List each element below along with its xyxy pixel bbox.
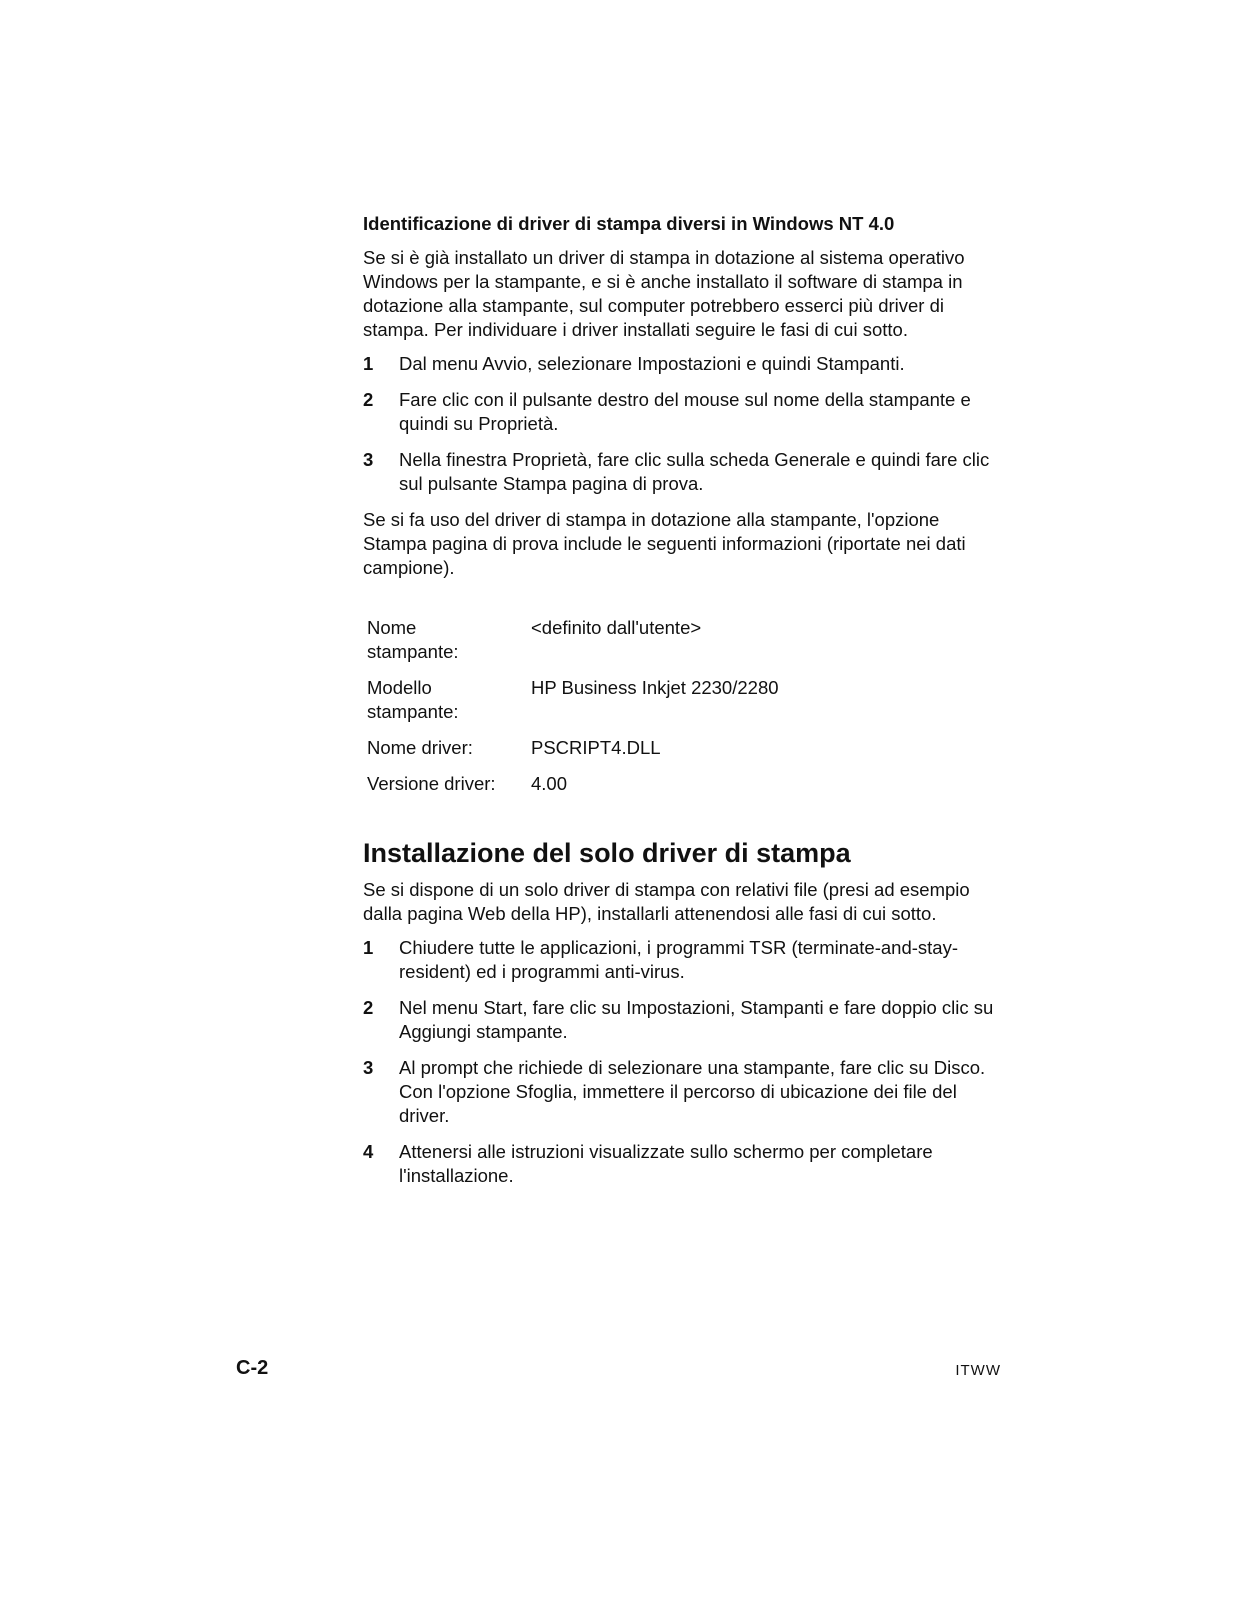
- step-number: 3: [363, 449, 374, 470]
- table-row: [363, 616, 779, 676]
- intro-paragraph: Se si è già installato un driver di stampa in dotazione al sistema operativo Windows per la stampante, e si è anche installato il software di stampa in dotazione alla stampante, sul computer potrebbero esserci più driver di stampa. Per individuare i driver installati seguire le fasi di cui sotto.: [363, 247, 965, 340]
- step-text: Al prompt che richiede di selezionare una stampante, fare clic su Disco. Con l'opzione Sfoglia, immettere il percorso di ubicazione dei file del driver.: [399, 1057, 986, 1126]
- table-label: Nome driver:: [367, 737, 473, 758]
- table-row: [363, 772, 779, 808]
- table-value: 4.00: [531, 773, 568, 794]
- test-page-paragraph: Se si fa uso del driver di stampa in dotazione alla stampante, l'opzione Stampa pagina di prova include le seguenti informazioni (riportate nei dati campione).: [363, 509, 966, 578]
- table-value: HP Business Inkjet 2230/2280: [531, 677, 779, 698]
- step-number: 1: [363, 353, 374, 374]
- locale-code: ITWW: [955, 1362, 1001, 1379]
- page-number: C-2: [236, 1357, 269, 1379]
- step-text: Chiudere tutte le applicazioni, i programmi TSR (terminate-and-stay-resident) ed i programmi anti-virus.: [399, 937, 959, 982]
- step-text: Fare clic con il pulsante destro del mouse sul nome della stampante e quindi su Proprietà.: [399, 389, 971, 434]
- table-label: Nome stampante:: [367, 617, 459, 662]
- table-row: [363, 676, 779, 736]
- table-label: Versione driver:: [367, 773, 496, 794]
- section-title: Installazione del solo driver di stampa: [363, 838, 851, 868]
- table-value: PSCRIPT4.DLL: [531, 737, 661, 758]
- step-number: 4: [363, 1141, 374, 1162]
- list-item: [363, 448, 1003, 496]
- table-row: [363, 736, 779, 772]
- list-item: [363, 996, 1003, 1044]
- step-text: Nel menu Start, fare clic su Impostazioni, Stampanti e fare doppio clic su Aggiungi stampante.: [399, 997, 994, 1042]
- list-item: [363, 936, 1003, 984]
- subsection-heading: Identificazione di driver di stampa diversi in Windows NT 4.0: [363, 213, 895, 234]
- step-text: Dal menu Avvio, selezionare Impostazioni e quindi Stampanti.: [399, 353, 905, 374]
- page-content: [363, 212, 1003, 1200]
- list-item: [363, 388, 1003, 436]
- step-number: 2: [363, 997, 374, 1018]
- step-text: Nella finestra Proprietà, fare clic sulla scheda Generale e quindi fare clic sul pulsante Stampa pagina di prova.: [399, 449, 990, 494]
- install-steps-list: [363, 936, 1003, 1188]
- install-intro-paragraph: Se si dispone di un solo driver di stampa con relativi file (presi ad esempio dalla pagina Web della HP), installarli attenendosi alle fasi di cui sotto.: [363, 879, 970, 924]
- step-number: 2: [363, 389, 374, 410]
- list-item: [363, 1140, 1003, 1188]
- sample-data-table: [363, 616, 779, 808]
- list-item: [363, 352, 1003, 376]
- table-value: <definito dall'utente>: [531, 617, 702, 638]
- step-text: Attenersi alle istruzioni visualizzate sullo schermo per completare l'installazione.: [399, 1141, 933, 1186]
- identify-steps-list: [363, 352, 1003, 496]
- table-label: Modello stampante:: [367, 677, 459, 722]
- step-number: 1: [363, 937, 374, 958]
- list-item: [363, 1056, 1003, 1128]
- step-number: 3: [363, 1057, 374, 1078]
